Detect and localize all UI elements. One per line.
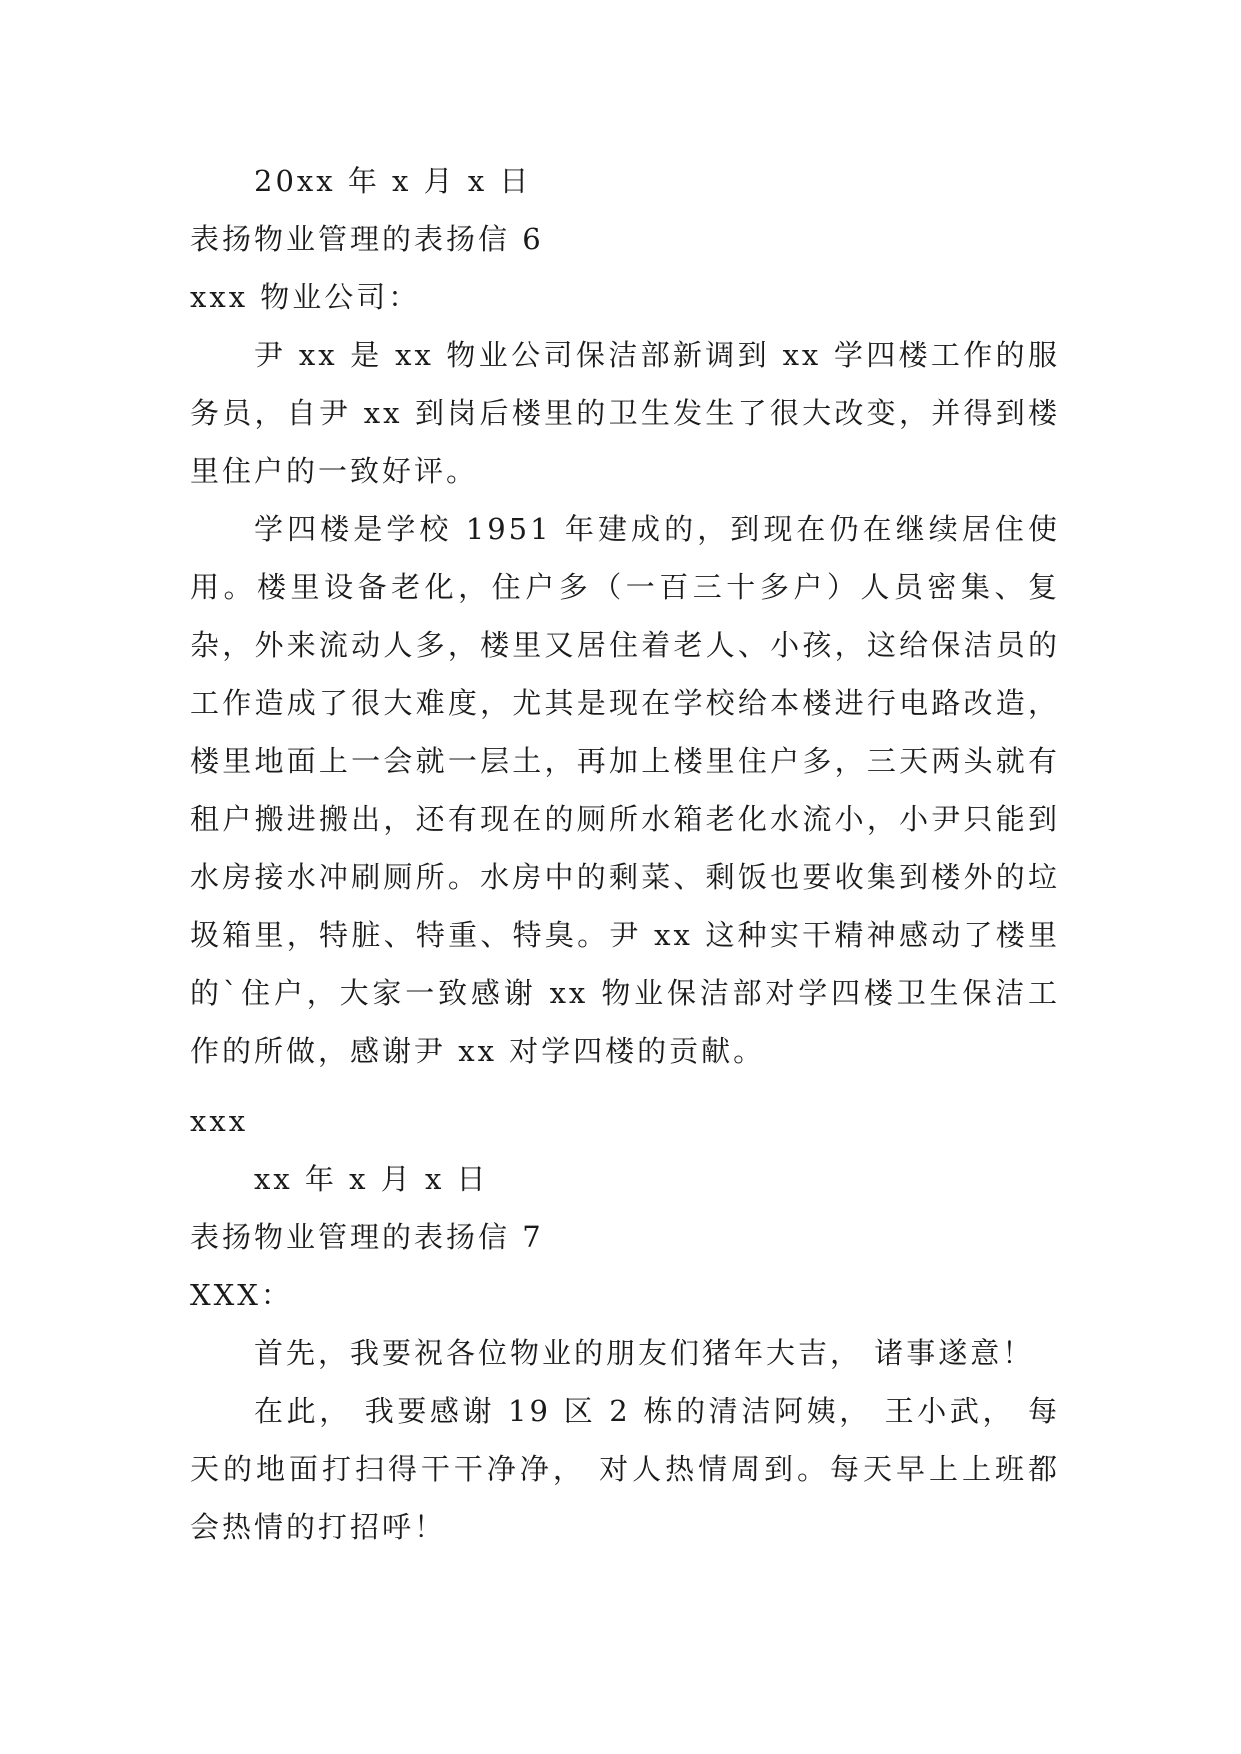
letter-6-paragraph: 学四楼是学校 1951 年建成的，到现在仍在继续居住使用。楼里设备老化，住户多（一百三十多户）人员密集、复杂，外来流动人多，楼里又居住着老人、小孩，这给保洁员的工作造成了很大难度，尤其是现在学校给本楼进行电路改造，楼里地面上一会就一层土，再加上楼里住户多，三天两头就有租户搬进搬出，还有现在的厕所水箱老化水流小，小尹只能到水房接水冲刷厕所。水房中的剩菜、剩饭也要收集到楼外的垃圾箱里，特脏、特重、特臭。尹 xx 这种实干精神感动了楼里的`住户，大家一致感谢 xx 物业保洁部对学四楼卫生保洁工作的所做，感谢尹 xx 对学四楼的贡献。 [190,512,1060,1068]
letter-6-date: xx 年 x 月 x 日 [254,1162,489,1196]
letter-7-paragraph: 在此， 我要感谢 19 区 2 栋的清洁阿姨， 王小武， 每天的地面打扫得干干净净， 对人热情周到。每天早上上班都会热情的打招呼！ [190,1394,1060,1544]
letter-6-title: 表扬物业管理的表扬信 6 [190,222,544,256]
previous-letter-date: 20xx 年 x 月 x 日 [254,164,532,198]
letter-7-title: 表扬物业管理的表扬信 7 [190,1220,544,1254]
letter-7-salutation: XXX： [190,1278,293,1312]
document-page [190,152,1060,1556]
letter-6-salutation: xxx 物业公司： [190,280,421,314]
letter-7-paragraph: 首先，我要祝各位物业的朋友们猪年大吉， 诸事遂意！ [254,1336,1035,1370]
letter-6-paragraph: 尹 xx 是 xx 物业公司保洁部新调到 xx 学四楼工作的服务员，自尹 xx 到岗后楼里的卫生发生了很大改变，并得到楼里住户的一致好评。 [190,338,1060,488]
letter-6-signature: xxx [190,1104,249,1138]
